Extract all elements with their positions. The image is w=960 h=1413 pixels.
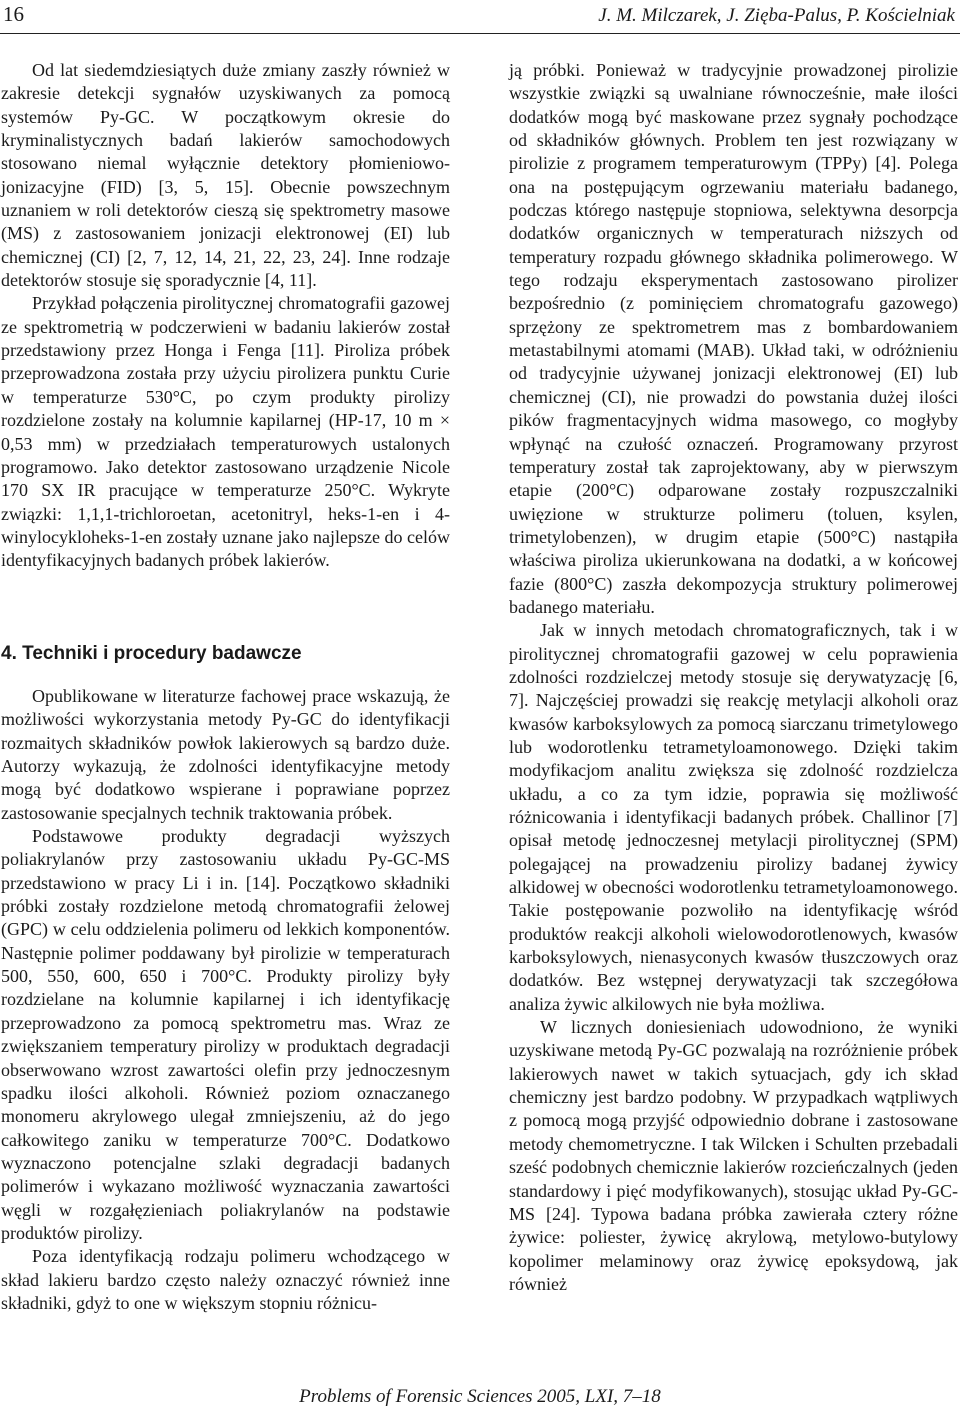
- paragraph: Podstawowe produkty degradacji wyższych poliakrylanów przy zastosowaniu układu Py-GC-MS przedstawiono w pracy Li i in. [14]. Początkowo składniki próbki zostały rozdzielone metodą chromatografii żelowej (GPC) w celu oddzielenia polimeru od lekkich komponentów. Następnie polimer poddawany był pirolizie w temperaturach 500, 550, 600, 650 i 700°C. Produkty pirolizy były rozdzielane na kolumnie kapilarnej i ich identyfikację przeprowadzono za pomocą spektrometru mas. Wraz ze zwiększaniem temperatury pirolizy w produktach degradacji obserwowano wzrost zawartości olefin przy jednoczesnym spadku ilości alkoholi. Również poziom oznaczanego monomeru akrylowego ulegał zmniejszeniu, aż do jego całkowitego zaniku w temperaturze 700°C. Dodatkowo wyznaczono potencjalne szlaki degradacji badanych polimerów i wykazano możliwość wyznaczania zawartości węgli w rozgałęzieniach poliakrylanów na podstawie produktów pirolizy.: [1, 826, 450, 1243]
- section-heading: 4. Techniki i procedury badawcze: [1, 643, 302, 664]
- section-body: [1, 685, 450, 1315]
- paragraph: Od lat siedemdziesiątych duże zmiany zaszły również w zakresie detekcji sygnałów uzyskiwanych za pomocą systemów Py-GC. W początkowym okresie do kryminalistycznych badań lakierów samochodowych stosowano niemal wyłącznie detektory płomieniowo-jonizacyjne (FID) [3, 5, 15]. Obecnie powszechnym uznaniem w roli detektorów cieszą się spektrometry masowe (MS) z zastosowaniem jonizacji elektronowej (EI) lub chemicznej (CI) [2, 7, 12, 14, 21, 22, 23, 24]. Inne rodzaje detektorów stosuje się sporadycznie [4, 11].: [1, 60, 450, 291]
- paragraph: Opublikowane w literaturze fachowej prace wskazują, że możliwości wykorzystania metody Py-GC do identyfikacji rozmaitych składników powłok lakierowych są bardzo duże. Autorzy wykazują, że zdolności identyfikacyjne metody mogą być dodatkowo wspierane i poprawiane poprzez zastosowanie specjalnych technik traktowania próbek.: [1, 686, 450, 823]
- paragraph: W licznych doniesieniach udowodniono, że wyniki uzyskiwane metodą Py-GC pozwalają na rozróżnienie próbek lakierowych nawet w takich sytuacjach, gdy ich skład chemiczny jest bardzo podobny. W przypadkach wątpliwych z pomocą mogą przyjść odpowiednio dobrane i zastosowane metody chemometryczne. I tak Wilcken i Schulten przebadali sześć podobnych chemicznie lakierów rozcieńczalnych (jeden standardowy i pięć modyfikowanych), stosując układ Py-GC-MS [24]. Typowa badana próbka zawierała cztery różne żywice: poliester, żywicę akrylową, metylowo-butylowy kopolimer melaminowy oraz żywicę epoksydową, jak również: [509, 1017, 958, 1294]
- paragraph: Jak w innych metodach chromatograficznych, tak i w pirolitycznej chromatografii gazowej w celu poprawienia zdolności rozdzielczej metody stosuje się derywatyzację [6, 7]. Najczęściej prowadzi się reakcję metylacji alkoholi oraz kwasów karboksylowych za pomocą siarczanu trimetylowego lub wodorotlenku tetrametyloamonowego. Dzięki takim modyfikacjom analitu zwiększa się zdolność rozdzielcza układu, a co za tym idzie, poprawia się możliwość różnicowania i identyfikacji badanych próbek. Challinor [7] opisał metodę jednoczesnej metylacji pirolitycznej (SPM) polegającej na prowadzeniu pirolizy badanej żywicy alkidowej w obecności wodorotlenku tetrametyloamonowego. Takie postępowanie pozwoliło na identyfikację wśród produktów reakcji alkoholi wielowodorotlenowych, kwasów karboksylowych, nienasyconych kwasów tłuszczowych oraz dodatków. Bez wstępnej derywatyzacji tak szczegółowa analiza żywic alkilowych nie była możliwa.: [509, 620, 958, 1014]
- paragraph: Poza identyfikacją rodzaju polimeru wchodzącego w skład lakieru bardzo często należy oznaczyć również inne składniki, gdyż to one w większym stopniu różnicu-: [1, 1246, 450, 1313]
- paragraph: ją próbki. Ponieważ w tradycyjnie prowadzonej pirolizie wszystkie związki są uwalniane równocześnie, małe ilości dodatków mogą być maskowane przez sygnały pochodzące od składników głównych. Problem ten jest rozwiązany w pirolizie z programem temperaturowym (TPPy) [4]. Polega ona na postępującym ogrzewaniu materiału badanego, podczas którego następuje stopniowa, selektywna desorpcja dodatków organicznych w temperaturach niższych od temperatury rozpadu głównego składnika polimerowego. W tego rodzaju eksperymentach zastosowano pirolizer bezpośrednio (z pominięciem chromatografu gazowego) sprzężony ze spektrometrem mas z bombardowaniem metastabilnymi atomami (MAB). Układ taki, w odróżnieniu od tradycyjnie używanej jonizacji elektronowej (EI) lub chemicznej (CI), nie prowadzi do powstania dużej ilości pików fragmentacyjnych widma masowego, co mogłyby wpłynąć na czułość oznaczeń. Programowany przyrost temperatury został tak zaprojektowany, aby w pierwszym etapie (200°C) odparowane zostały rozpuszczalniki uwięzione w strukturze polimeru (toluen, ksylen, trimetylobenzen), w drugim etapie (500°C) nastąpiła właściwa piroliza ukierunkowana na dodatki, a w końcowej fazie (800°C) zaszła dekompozycja struktury polimerowej badanego materiału.: [509, 60, 958, 617]
- page-footer: Problems of Forensic Sciences 2005, LXI, 7–18: [299, 1386, 661, 1407]
- page-header: [0, 0, 960, 40]
- page-number: 16: [3, 2, 24, 26]
- header-rule: [0, 33, 960, 34]
- paragraph: Przykład połączenia pirolitycznej chromatografii gazowej ze spektrometrią w podczerwieni w badaniu lakierów został przedstawiony przez Honga i Fenga [11]. Piroliza próbek przeprowadzona została przy użyciu pirolizera punktu Curie w temperaturze 530°C, po czym produkty pirolizy rozdzielone zostały na kolumnie kapilarnej (HP-17, 10 m × 0,53 mm) w przedziałach temperaturowych ustalonych programowo. Jako detektor zastosowano urządzenie Nicole 170 SX IR pracujące w temperaturze 250°C. Wykryte związki: 1,1,1-trichloroetan, acetonitryl, heks-1-en i 4-winylocykloheks-1-en zostały uznane jako najlepsze do celów identyfikacyjnych badanych próbek lakierów.: [1, 293, 450, 571]
- right-column: [509, 59, 958, 1296]
- running-head-authors: J. M. Milczarek, J. Zięba-Palus, P. Kościelniak: [598, 5, 955, 26]
- left-column: [1, 59, 450, 573]
